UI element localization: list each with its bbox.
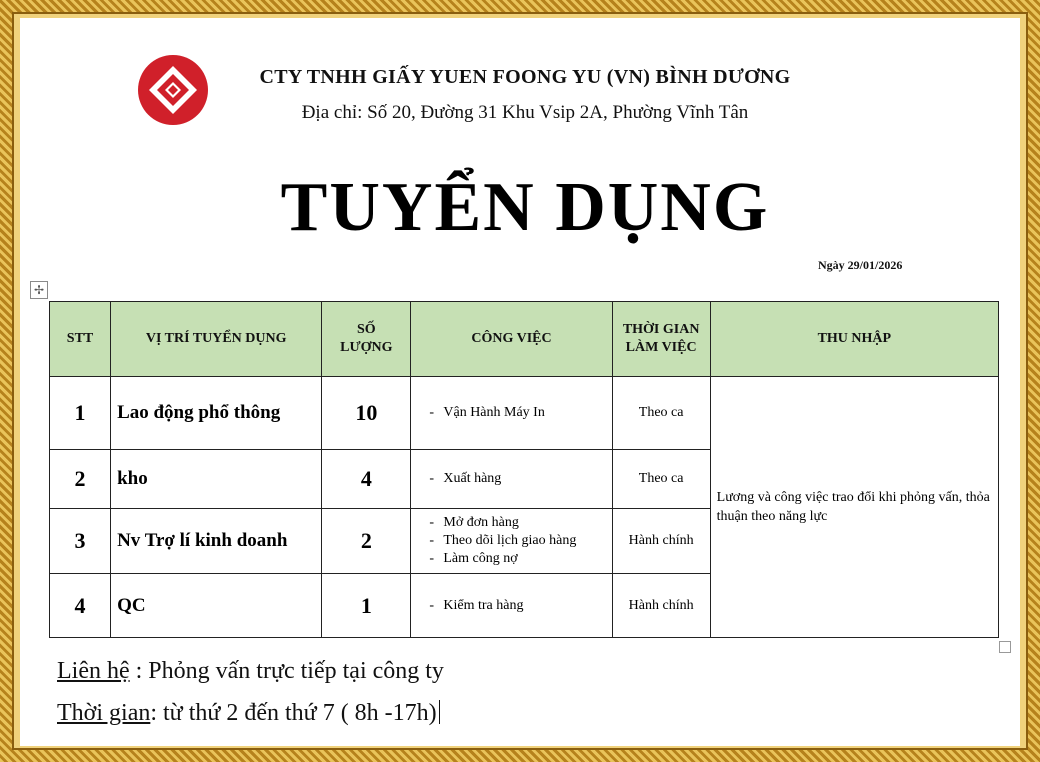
row-time: Theo ca bbox=[612, 377, 710, 450]
row-quantity: 1 bbox=[322, 574, 411, 638]
row-quantity: 4 bbox=[322, 450, 411, 509]
table-resize-handle[interactable] bbox=[999, 641, 1011, 653]
row-stt: 4 bbox=[50, 574, 111, 638]
row-stt: 1 bbox=[50, 377, 111, 450]
row-work bbox=[411, 377, 612, 450]
company-name: CTY TNHH GIẤY YUEN FOONG YU (VN) BÌNH DƯƠNG bbox=[259, 66, 791, 88]
col-header-position: VỊ TRÍ TUYỂN DỤNG bbox=[111, 302, 322, 377]
diamond-logo-icon bbox=[137, 54, 209, 126]
row-position: kho bbox=[111, 450, 322, 509]
document-page bbox=[20, 18, 1020, 746]
row-position: Lao động phổ thông bbox=[111, 377, 322, 450]
pay-cell: Lương và công việc trao đổi khi phỏng vấn, thỏa thuận theo năng lực bbox=[710, 377, 998, 638]
document-date: Ngày 29/01/2026 bbox=[818, 258, 903, 272]
row-time: Hành chính bbox=[612, 574, 710, 638]
page-title: TUYỂN DỤNG bbox=[280, 169, 770, 246]
table-row bbox=[50, 377, 999, 450]
col-header-time-line2: LÀM VIỆC bbox=[625, 340, 697, 355]
hours-text: : từ thứ 2 đến thứ 7 ( 8h -17h) bbox=[150, 700, 437, 726]
col-header-time bbox=[612, 302, 710, 377]
text-cursor bbox=[439, 700, 441, 724]
company-address: Địa chỉ: Số 20, Đường 31 Khu Vsip 2A, Phường Vĩnh Tân bbox=[301, 102, 749, 123]
work-item: - Xuất hàng bbox=[429, 470, 611, 488]
col-header-time-line1: THỜI GIAN bbox=[622, 322, 700, 337]
row-stt: 3 bbox=[50, 509, 111, 574]
col-header-stt: STT bbox=[50, 302, 111, 377]
col-header-work: CÔNG VIỆC bbox=[411, 302, 612, 377]
row-position: QC bbox=[111, 574, 322, 638]
hours-label: Thời gian bbox=[57, 700, 151, 726]
contact-line bbox=[57, 658, 444, 685]
work-item: - Mở đơn hàng bbox=[429, 514, 611, 532]
hours-line bbox=[57, 700, 440, 727]
row-work bbox=[411, 450, 612, 509]
table-header-row bbox=[50, 302, 999, 377]
contact-text: : Phỏng vấn trực tiếp tại công ty bbox=[129, 658, 444, 684]
col-header-quantity-line2: LƯỢNG bbox=[340, 340, 393, 355]
row-stt: 2 bbox=[50, 450, 111, 509]
work-item: - Làm công nợ bbox=[429, 550, 611, 568]
row-quantity: 2 bbox=[322, 509, 411, 574]
row-work bbox=[411, 509, 612, 574]
row-time: Theo ca bbox=[612, 450, 710, 509]
recruitment-table bbox=[49, 301, 999, 638]
row-work bbox=[411, 574, 612, 638]
contact-label: Liên hệ bbox=[57, 658, 130, 684]
row-position: Nv Trợ lí kinh doanh bbox=[111, 509, 322, 574]
work-item: - Theo dõi lịch giao hàng bbox=[429, 532, 611, 550]
row-time: Hành chính bbox=[612, 509, 710, 574]
col-header-quantity bbox=[322, 302, 411, 377]
col-header-quantity-line1: SỐ bbox=[356, 322, 376, 337]
row-quantity: 10 bbox=[322, 377, 411, 450]
work-item: - Vận Hành Máy In bbox=[429, 404, 611, 422]
col-header-pay: THU NHẬP bbox=[710, 302, 998, 377]
work-item: - Kiểm tra hàng bbox=[429, 597, 611, 615]
table-move-handle-icon[interactable]: ✢ bbox=[30, 281, 48, 299]
